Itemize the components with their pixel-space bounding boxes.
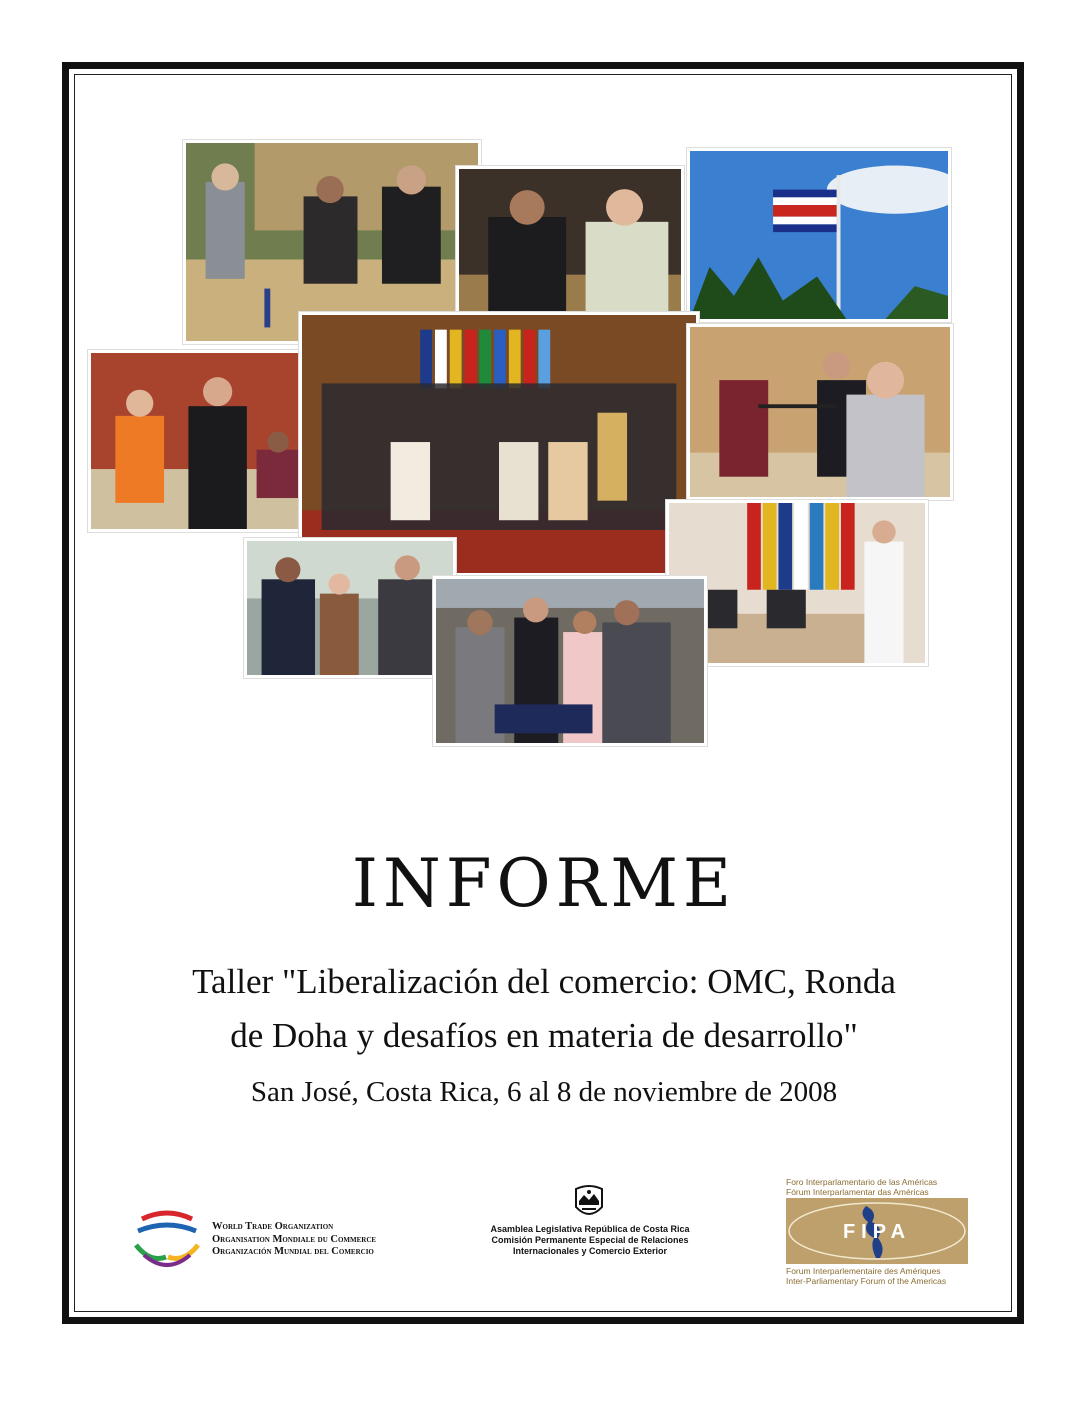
wto-name-en: World Trade Organization	[212, 1221, 334, 1232]
photo-panel-speaker-silver	[687, 324, 953, 500]
subtitle-line-1: Taller "Liberalización del comercio: OMC, Ronda	[192, 962, 896, 1001]
wto-logo-icon	[132, 1205, 202, 1275]
wto-name-fr: Organisation Mondiale du Commerce	[212, 1233, 377, 1245]
photo-panel-group	[299, 312, 699, 576]
photo-panel-conversation	[456, 166, 684, 318]
fipa-top-text	[786, 1177, 976, 1197]
fipa-bottom-text	[786, 1266, 976, 1286]
place-date: San José, Costa Rica, 6 al 8 de noviembre de 2008	[250, 1076, 838, 1108]
document-title: INFORME	[351, 845, 737, 922]
costa-rica-crest-icon	[572, 1183, 606, 1223]
fipa-top-line-2: Fórum Interparlamentar das Américas	[786, 1187, 929, 1197]
wto-names	[212, 1221, 376, 1259]
cr-line-3: Internacionales y Comercio Exterior	[512, 1246, 668, 1256]
photo-panel-speaker-orange	[88, 350, 320, 532]
cr-line-2: Comisión Permanente Especial de Relaciones	[491, 1235, 689, 1245]
subtitle-line-2: de Doha y desafíos en materia de desarrollo"	[230, 1016, 858, 1055]
fipa-bottom-line-2: Inter-Parliamentary Forum of the Americas	[786, 1276, 947, 1286]
fipa-mark: FIPA	[842, 1221, 912, 1243]
fipa-logo-icon	[786, 1198, 968, 1264]
fipa-bottom-line-1: Forum Interparlementaire des Amériques	[786, 1266, 941, 1276]
wto-name-es: Organización Mundial del Comercio	[212, 1246, 374, 1257]
costa-rica-assembly-text	[470, 1224, 710, 1257]
photo-panel-flag	[687, 148, 951, 322]
photo-panel-laptop	[433, 576, 707, 746]
photo-panel-handshake	[244, 538, 456, 678]
fipa-top-line-1: Foro Interparlamentario de las Américas	[786, 1177, 938, 1187]
cr-line-1: Asamblea Legislativa República de Costa Rica	[490, 1224, 690, 1234]
